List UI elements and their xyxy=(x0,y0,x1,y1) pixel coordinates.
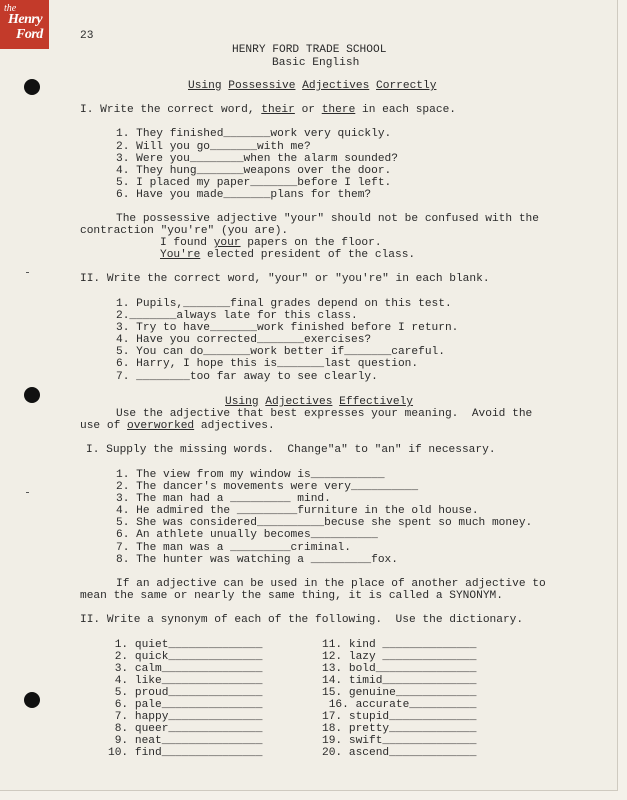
section2-title: Using Adjectives Effectively xyxy=(225,396,414,408)
section1-title: Using Possessive Adjectives Correctly xyxy=(188,80,437,92)
synonym-text: If an adjective can be used in the place of another adjective to xyxy=(116,578,546,590)
synonym-item: 6. pale_______________ xyxy=(108,699,263,711)
exercise-item: 5. I placed my paper_______before I left. xyxy=(116,177,392,189)
note-text: The possessive adjective "your" should not be confused with the xyxy=(116,213,539,225)
exercise-item: 2. The dancer's movements were very__________ xyxy=(116,481,419,493)
exercise-item: 5. You can do_______work better if_______careful. xyxy=(116,346,445,358)
instruction-2: II. Write the correct word, "your" or "you're" in each blank. xyxy=(80,273,490,285)
exercise-item: 6. Have you made_______plans for them? xyxy=(116,189,372,201)
intro-text: Use the adjective that best expresses your meaning. Avoid the xyxy=(116,408,533,420)
synonym-item: 19. swift______________ xyxy=(322,735,477,747)
synonym-item: 14. timid______________ xyxy=(322,675,477,687)
instruction-1: I. Write the correct word, their or there in each space. xyxy=(80,104,457,116)
synonym-item: 10. find_______________ xyxy=(108,747,263,759)
subject-title: Basic English xyxy=(272,57,360,69)
logo-text-ford: Ford xyxy=(16,27,43,42)
example-sentence: I found your papers on the floor. xyxy=(160,237,382,249)
synonym-item: 4. like_______________ xyxy=(108,675,263,687)
synonym-item: 1. quiet______________ xyxy=(108,639,263,651)
henry-ford-logo xyxy=(0,0,49,49)
exercise-item: 4. They hung_______weapons over the door. xyxy=(116,165,392,177)
exercise-item: 7. ________too far away to see clearly. xyxy=(116,371,378,383)
synonym-item: 9. neat_______________ xyxy=(108,735,263,747)
exercise-item: 6. Harry, I hope this is_______last question. xyxy=(116,358,419,370)
synonym-item: 12. lazy ______________ xyxy=(322,651,477,663)
exercise-item: 4. Have you corrected_______exercises? xyxy=(116,334,372,346)
synonym-item: 11. kind ______________ xyxy=(322,639,477,651)
synonym-item: 15. genuine____________ xyxy=(322,687,477,699)
punch-hole-bottom xyxy=(24,692,40,708)
synonym-item: 8. queer______________ xyxy=(108,723,263,735)
exercise-item: 3. Try to have_______work finished before I return. xyxy=(116,322,459,334)
exercise-item: 5. She was considered__________becuse she spent so much money. xyxy=(116,517,533,529)
synonym-item: 3. calm_______________ xyxy=(108,663,263,675)
synonym-item: 16. accurate__________ xyxy=(322,699,477,711)
margin-mark xyxy=(26,272,29,273)
exercise-item: 2. Will you go_______with me? xyxy=(116,141,311,153)
synonym-item: 20. ascend_____________ xyxy=(322,747,477,759)
school-name: HENRY FORD TRADE SCHOOL xyxy=(232,44,387,56)
exercise-item: 1. Pupils,_______final grades depend on this test. xyxy=(116,298,452,310)
synonym-item: 7. happy______________ xyxy=(108,711,263,723)
synonym-item: 2. quick______________ xyxy=(108,651,263,663)
exercise-item: 8. The hunter was watching a _________fox. xyxy=(116,554,398,566)
synonym-item: 17. stupid_____________ xyxy=(322,711,477,723)
synonym-text: mean the same or nearly the same thing, it is called a SYNONYM. xyxy=(80,590,503,602)
instruction-3: I. Supply the missing words. Change"a" to "an" if necessary. xyxy=(86,444,496,456)
exercise-item: 6. An athlete unually becomes__________ xyxy=(116,529,378,541)
note-text: contraction "you're" (you are). xyxy=(80,225,289,237)
exercise-item: 7. The man was a _________criminal. xyxy=(116,542,351,554)
exercise-item: 1. They finished_______work very quickly. xyxy=(116,128,392,140)
exercise-item: 3. Were you________when the alarm sounded? xyxy=(116,153,398,165)
logo-text-the: the xyxy=(4,3,17,14)
punch-hole-top xyxy=(24,79,40,95)
synonym-item: 13. bold_______________ xyxy=(322,663,477,675)
page-number: 23 xyxy=(80,30,94,42)
logo-text-henry: Henry xyxy=(8,12,43,27)
margin-mark xyxy=(26,492,29,493)
exercise-item: 1. The view from my window is___________ xyxy=(116,469,385,481)
punch-hole-middle xyxy=(24,387,40,403)
exercise-item: 4. He admired the _________furniture in the old house. xyxy=(116,505,479,517)
example-sentence: You're elected president of the class. xyxy=(160,249,416,261)
intro-text: use of overworked adjectives. xyxy=(80,420,275,432)
exercise-item: 3. The man had a _________ mind. xyxy=(116,493,331,505)
synonym-item: 5. proud______________ xyxy=(108,687,263,699)
instruction-4: II. Write a synonym of each of the following. Use the dictionary. xyxy=(80,614,524,626)
synonym-item: 18. pretty_____________ xyxy=(322,723,477,735)
exercise-item: 2._______always late for this class. xyxy=(116,310,358,322)
